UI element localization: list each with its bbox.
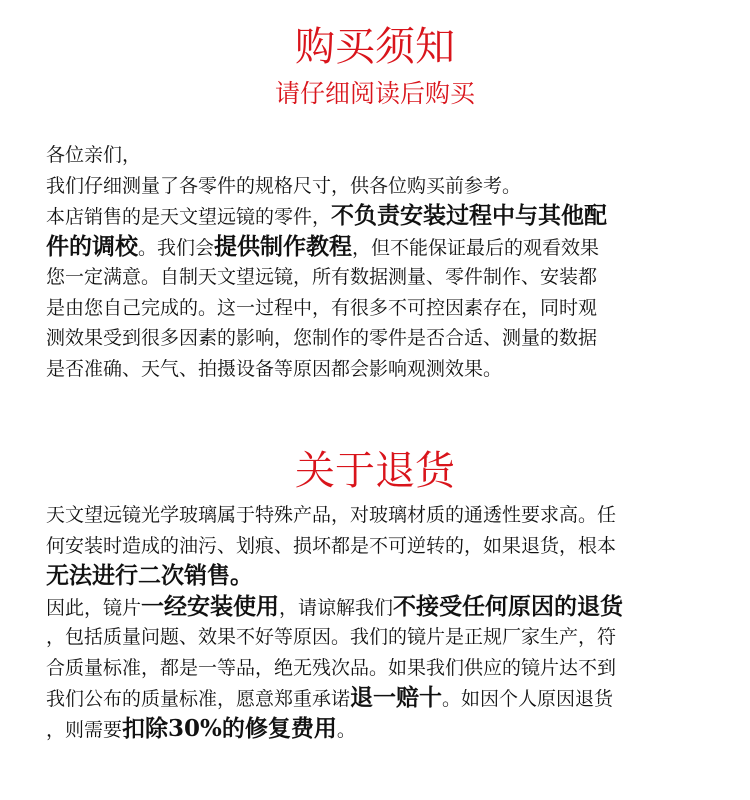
returns-text-segment: 。 [336,718,356,741]
page-title: 购买须知 [295,24,455,70]
returns-text-segment: 我们公布的质量标准，愿意郑重承诺 [46,688,351,710]
returns-line [46,714,726,745]
emphasis-calibration: 件的调校 [46,232,138,260]
emphasis-no-returns: 不接受任何原因的退货 [393,592,624,620]
emphasis-once-installed: 一经安装使用 [141,592,280,620]
notice-line: 我们仔细测量了各零件的规格尺寸，供各位购买前参考。 [46,174,522,197]
returns-line: 天文望远镜光学玻璃属于特殊产品，对玻璃材质的通透性要求高。任 [46,504,617,526]
returns-text-segment: 因此，镜片 [46,596,142,619]
returns-line: 何安装时造成的油污、划痕、损坏都是不可逆转的，如果退货，根本 [46,534,617,557]
notice-line: 是否准确、天气、拍摄设备等原因都会影响观测效果。 [46,357,503,380]
notice-line: 测效果受到很多因素的影响，您制作的零件是否合适、测量的数据 [46,327,598,349]
notice-line [46,232,726,263]
returns-section [46,500,726,744]
notice-line: 是由您自己完成的。这一过程中，有很多不可控因素存在，同时观 [46,296,598,319]
returns-text-segment: 。如因个人原因退货 [442,688,614,710]
emphasis-repair-fee: 扣除30%的修复费用 [122,714,337,742]
returns-line [46,592,726,623]
notice-text-segment: 本店销售的是天文望远镜的零件， [46,206,332,228]
notice-text-segment: 。我们会 [138,236,215,259]
notice-line: 各位亲们， [46,144,142,166]
emphasis-refund-tenfold: 退一赔十 [350,684,443,711]
returns-line: ，包括质量问题、效果不好等原因。我们的镜片是正规厂家生产，符 [46,626,617,648]
emphasis-no-installation-responsibility: 不负责安装过程中与其他配 [331,202,608,229]
emphasis-tutorial: 提供制作教程 [214,232,353,260]
returns-title: 关于退货 [295,448,455,494]
emphasis-no-resale: 无法进行二次销售。 [46,562,253,589]
notice-line [46,201,726,232]
notice-text-segment: ，但不能保证最后的观看效果 [352,236,600,259]
notice-section [46,140,726,384]
returns-text-segment: ，则需要 [46,718,123,741]
returns-text-segment: ，请谅解我们 [279,596,394,619]
notice-line: 您一定满意。自制天文望远镜，所有数据测量、零件制作、安装都 [46,266,598,288]
returns-line: 合质量标准，都是一等品，绝无残次品。如果我们供应的镜片达不到 [46,656,617,679]
page-subtitle: 请仔细阅读后购买 [274,79,475,108]
returns-line [46,683,726,714]
